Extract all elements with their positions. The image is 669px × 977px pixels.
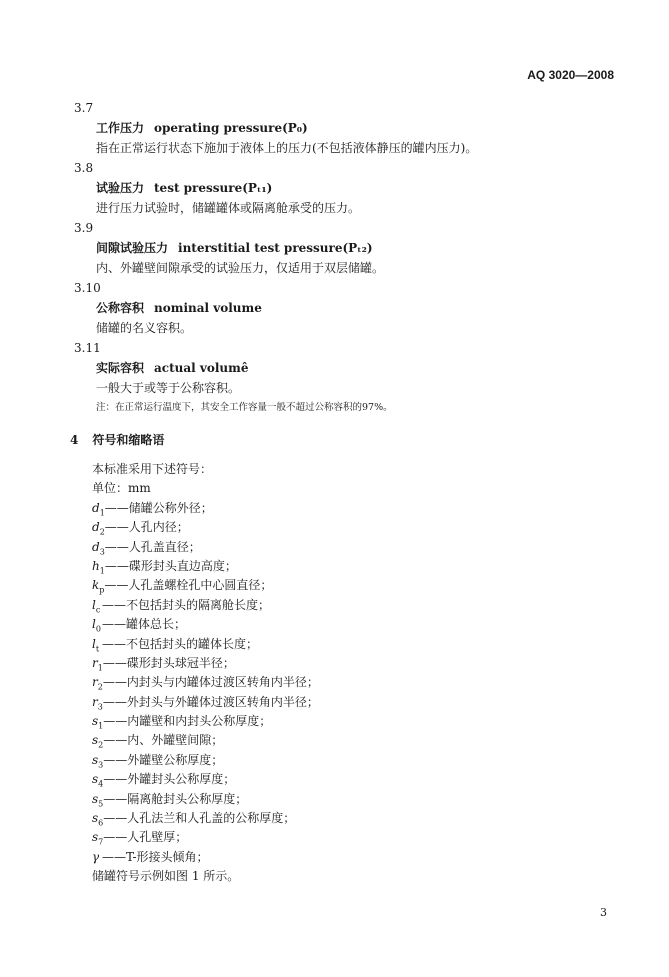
symbol-item xyxy=(92,751,630,770)
symbol-subscript: 3 xyxy=(98,760,104,770)
term-en: test pressure(Pₜ₁) xyxy=(154,181,273,195)
symbol-item xyxy=(92,635,630,654)
symbol-subscript: c xyxy=(95,605,101,615)
symbol-description: ——人孔壁厚； xyxy=(103,830,188,845)
symbol-description: ——碟形封头直边高度； xyxy=(104,558,237,573)
symbol-item xyxy=(92,518,630,537)
symbol-subscript: 7 xyxy=(98,837,104,847)
symbol-subscript: 3 xyxy=(97,702,103,712)
symbol-subscript: 6 xyxy=(98,818,104,828)
symbol-base: r xyxy=(92,655,98,670)
symbol-item xyxy=(92,828,630,847)
symbol-item xyxy=(92,809,630,828)
document-code: AQ 3020—2008 xyxy=(527,68,614,82)
term-3-9 xyxy=(70,218,630,278)
symbol-item xyxy=(92,615,630,634)
symbol-description: ——外罐封头公称厚度； xyxy=(103,772,236,787)
symbol-description: ——不包括封头的罐体长度； xyxy=(102,636,259,651)
symbol-item xyxy=(92,712,630,731)
symbol-base: s xyxy=(92,791,99,806)
term-definition: 进行压力试验时，储罐罐体或隔离舱承受的压力。 xyxy=(96,201,361,215)
page-number: 3 xyxy=(600,906,607,919)
symbol-subscript: 2 xyxy=(97,682,103,692)
term-zh: 公称容积 xyxy=(96,301,145,315)
section-number: 4 xyxy=(70,433,79,447)
symbol-base: γ xyxy=(92,849,100,864)
symbol-description: ——T-形接头倾角； xyxy=(102,849,209,864)
section-intro: 本标准采用下述符号： xyxy=(92,462,213,476)
term-3-10 xyxy=(70,278,630,338)
term-3-8 xyxy=(70,158,630,218)
symbol-base: s xyxy=(92,714,99,729)
symbol-item xyxy=(92,770,630,789)
symbol-subscript: 2 xyxy=(99,527,105,537)
symbol-description: ——内、外罐壁间隙； xyxy=(103,733,224,748)
term-en: actual volumê xyxy=(154,361,249,375)
term-number: 3.8 xyxy=(74,161,94,175)
term-en: operating pressure(P₀) xyxy=(154,121,308,135)
symbol-item xyxy=(92,673,630,692)
section-title: 符号和缩略语 xyxy=(92,433,165,447)
symbol-subscript: p xyxy=(99,585,105,595)
symbol-description: ——内封头与内罐体过渡区转角内半径； xyxy=(102,675,319,690)
term-en: nominal volume xyxy=(154,301,262,315)
term-3-11 xyxy=(70,338,630,418)
symbol-base: s xyxy=(92,752,99,767)
symbol-list xyxy=(70,499,630,867)
symbol-base: s xyxy=(92,733,99,748)
symbol-item xyxy=(92,848,630,867)
symbol-item xyxy=(92,693,630,712)
symbol-description: ——内罐壁和内封头公称厚度； xyxy=(103,714,272,729)
symbol-item xyxy=(92,731,630,750)
closing-line: 储罐符号示例如图 1 所示。 xyxy=(92,869,240,884)
term-number: 3.7 xyxy=(74,101,94,115)
symbol-description: ——外罐壁公称厚度； xyxy=(103,752,224,767)
term-definition: 内、外罐壁间隙承受的试验压力，仅适用于双层储罐。 xyxy=(96,261,385,275)
symbol-base: k xyxy=(92,578,100,593)
symbol-item xyxy=(92,654,630,673)
term-zh: 试验压力 xyxy=(96,181,145,195)
term-zh: 工作压力 xyxy=(96,121,145,135)
symbol-description: ——人孔盖螺栓孔中心圆直径； xyxy=(104,578,273,593)
term-title xyxy=(96,178,630,198)
symbol-subscript: 1 xyxy=(99,508,105,518)
term-zh: 实际容积 xyxy=(96,361,145,375)
symbol-subscript: 2 xyxy=(98,740,104,750)
symbol-base: l xyxy=(92,597,96,612)
term-note: 注：在正常运行温度下，其安全工作容量一般不超过公称容积的97%。 xyxy=(96,402,393,413)
symbol-subscript: 1 xyxy=(97,663,103,673)
unit-line: 单位：mm xyxy=(92,481,151,496)
symbol-item xyxy=(92,790,630,809)
symbol-description: ——人孔盖直径； xyxy=(104,539,201,554)
symbol-base: r xyxy=(92,675,98,690)
term-zh: 间隙试验压力 xyxy=(96,241,169,255)
term-3-7 xyxy=(70,98,630,158)
symbol-description: ——人孔法兰和人孔盖的公称厚度； xyxy=(103,811,296,826)
symbol-subscript: 1 xyxy=(98,721,104,731)
term-title xyxy=(96,298,630,318)
term-number: 3.9 xyxy=(74,221,94,235)
symbol-description: ——不包括封头的隔离舱长度； xyxy=(102,597,271,612)
symbol-base: d xyxy=(92,500,100,515)
symbol-base: d xyxy=(92,520,100,535)
term-number: 3.10 xyxy=(74,281,101,295)
term-title xyxy=(96,358,630,378)
symbol-item xyxy=(92,538,630,557)
symbol-subscript: 5 xyxy=(98,799,104,809)
symbol-description: ——储罐公称外径； xyxy=(104,500,213,515)
term-definition: 指在正常运行状态下施加于液体上的压力(不包括液体静压的罐内压力)。 xyxy=(96,141,478,155)
term-title xyxy=(96,118,630,138)
symbol-base: r xyxy=(92,694,98,709)
symbol-subscript: t xyxy=(95,643,100,653)
symbol-subscript: 4 xyxy=(98,779,104,789)
symbol-base: s xyxy=(92,811,99,826)
symbol-item xyxy=(92,499,630,518)
symbol-description: ——碟形封头球冠半径； xyxy=(102,655,235,670)
symbol-description: ——罐体总长； xyxy=(102,617,187,632)
symbol-description: ——人孔内径； xyxy=(104,520,189,535)
symbol-base: h xyxy=(92,558,100,573)
symbol-subscript: 1 xyxy=(99,566,105,576)
symbol-base: l xyxy=(92,617,96,632)
term-title xyxy=(96,238,630,258)
symbol-subscript: 0 xyxy=(95,624,101,634)
page-content xyxy=(70,98,630,887)
symbol-base: s xyxy=(92,772,99,787)
symbol-description: ——隔离舱封头公称厚度； xyxy=(103,791,248,806)
symbol-subscript: 3 xyxy=(99,546,105,556)
term-en: interstitial test pressure(Pₜ₂) xyxy=(178,241,373,255)
symbol-base: s xyxy=(92,830,99,845)
term-number: 3.11 xyxy=(74,341,101,355)
symbol-base: d xyxy=(92,539,100,554)
symbol-item xyxy=(92,596,630,615)
term-definition: 储罐的名义容积。 xyxy=(96,321,193,335)
term-definition: 一般大于或等于公称容积。 xyxy=(96,381,241,395)
symbol-base: l xyxy=(92,636,96,651)
section-heading xyxy=(70,428,630,452)
symbol-item xyxy=(92,557,630,576)
symbol-description: ——外封头与外罐体过渡区转角内半径； xyxy=(102,694,319,709)
symbol-item xyxy=(92,576,630,595)
